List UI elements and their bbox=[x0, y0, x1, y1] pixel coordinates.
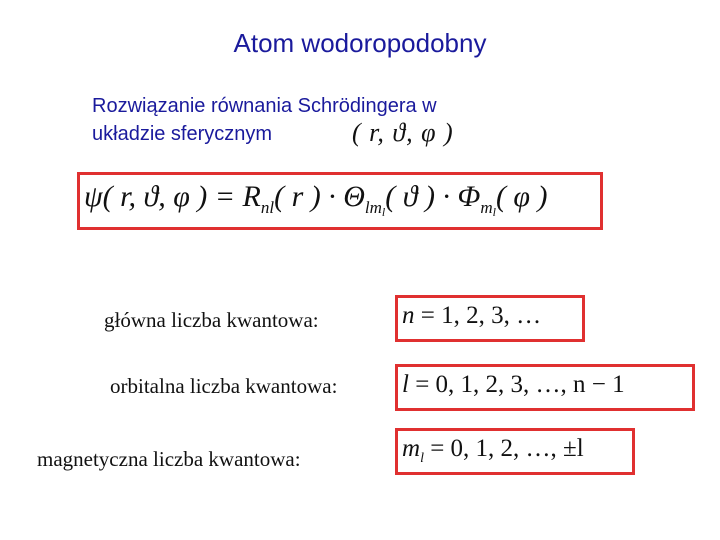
magnetic-quantum-number-values bbox=[402, 435, 584, 467]
magnetic-quantum-number-label: magnetyczna liczba kwantowa: bbox=[37, 447, 301, 471]
magnetic-values: = 0, 1, 2, …, ±l bbox=[423, 435, 584, 462]
intro-line-1: Rozwiązanie równania Schrödingera w bbox=[92, 95, 437, 117]
phi-subsubscript: l bbox=[492, 205, 496, 219]
principal-symbol: n bbox=[402, 302, 415, 329]
orbital-values: = 0, 1, 2, 3, …, n − 1 bbox=[408, 371, 625, 398]
phi-argument: ( φ ) bbox=[495, 180, 548, 213]
theta-symbol: Θ bbox=[343, 180, 365, 213]
radial-argument: ( r ) · bbox=[274, 180, 344, 213]
coordinates-formula: ( r, ϑ, φ ) bbox=[352, 118, 454, 147]
principal-quantum-number-label: główna liczba kwantowa: bbox=[104, 308, 319, 332]
intro-line-2: układzie sferycznym bbox=[92, 123, 273, 145]
phi-subscript: m bbox=[480, 198, 493, 217]
theta-argument: ( ϑ ) · bbox=[385, 180, 458, 213]
wavefunction-lhs: ψ( r, ϑ, φ ) = bbox=[84, 180, 243, 213]
orbital-quantum-number-values bbox=[402, 371, 625, 399]
phi-symbol: Φ bbox=[457, 180, 481, 213]
page-title: Atom wodoropodobny bbox=[233, 28, 487, 58]
magnetic-symbol: m bbox=[402, 435, 421, 462]
radial-subscript: nl bbox=[260, 198, 275, 217]
theta-subsubscript: l bbox=[381, 205, 386, 219]
theta-subscript: lm bbox=[364, 198, 382, 217]
principal-quantum-number-values bbox=[402, 302, 541, 330]
magnetic-symbol-subscript: l bbox=[420, 451, 424, 466]
wavefunction-formula bbox=[84, 180, 548, 220]
orbital-quantum-number-label: orbitalna liczba kwantowa: bbox=[110, 374, 338, 398]
radial-symbol: R bbox=[242, 180, 261, 213]
principal-values: = 1, 2, 3, … bbox=[414, 302, 542, 329]
orbital-symbol: l bbox=[402, 371, 409, 398]
